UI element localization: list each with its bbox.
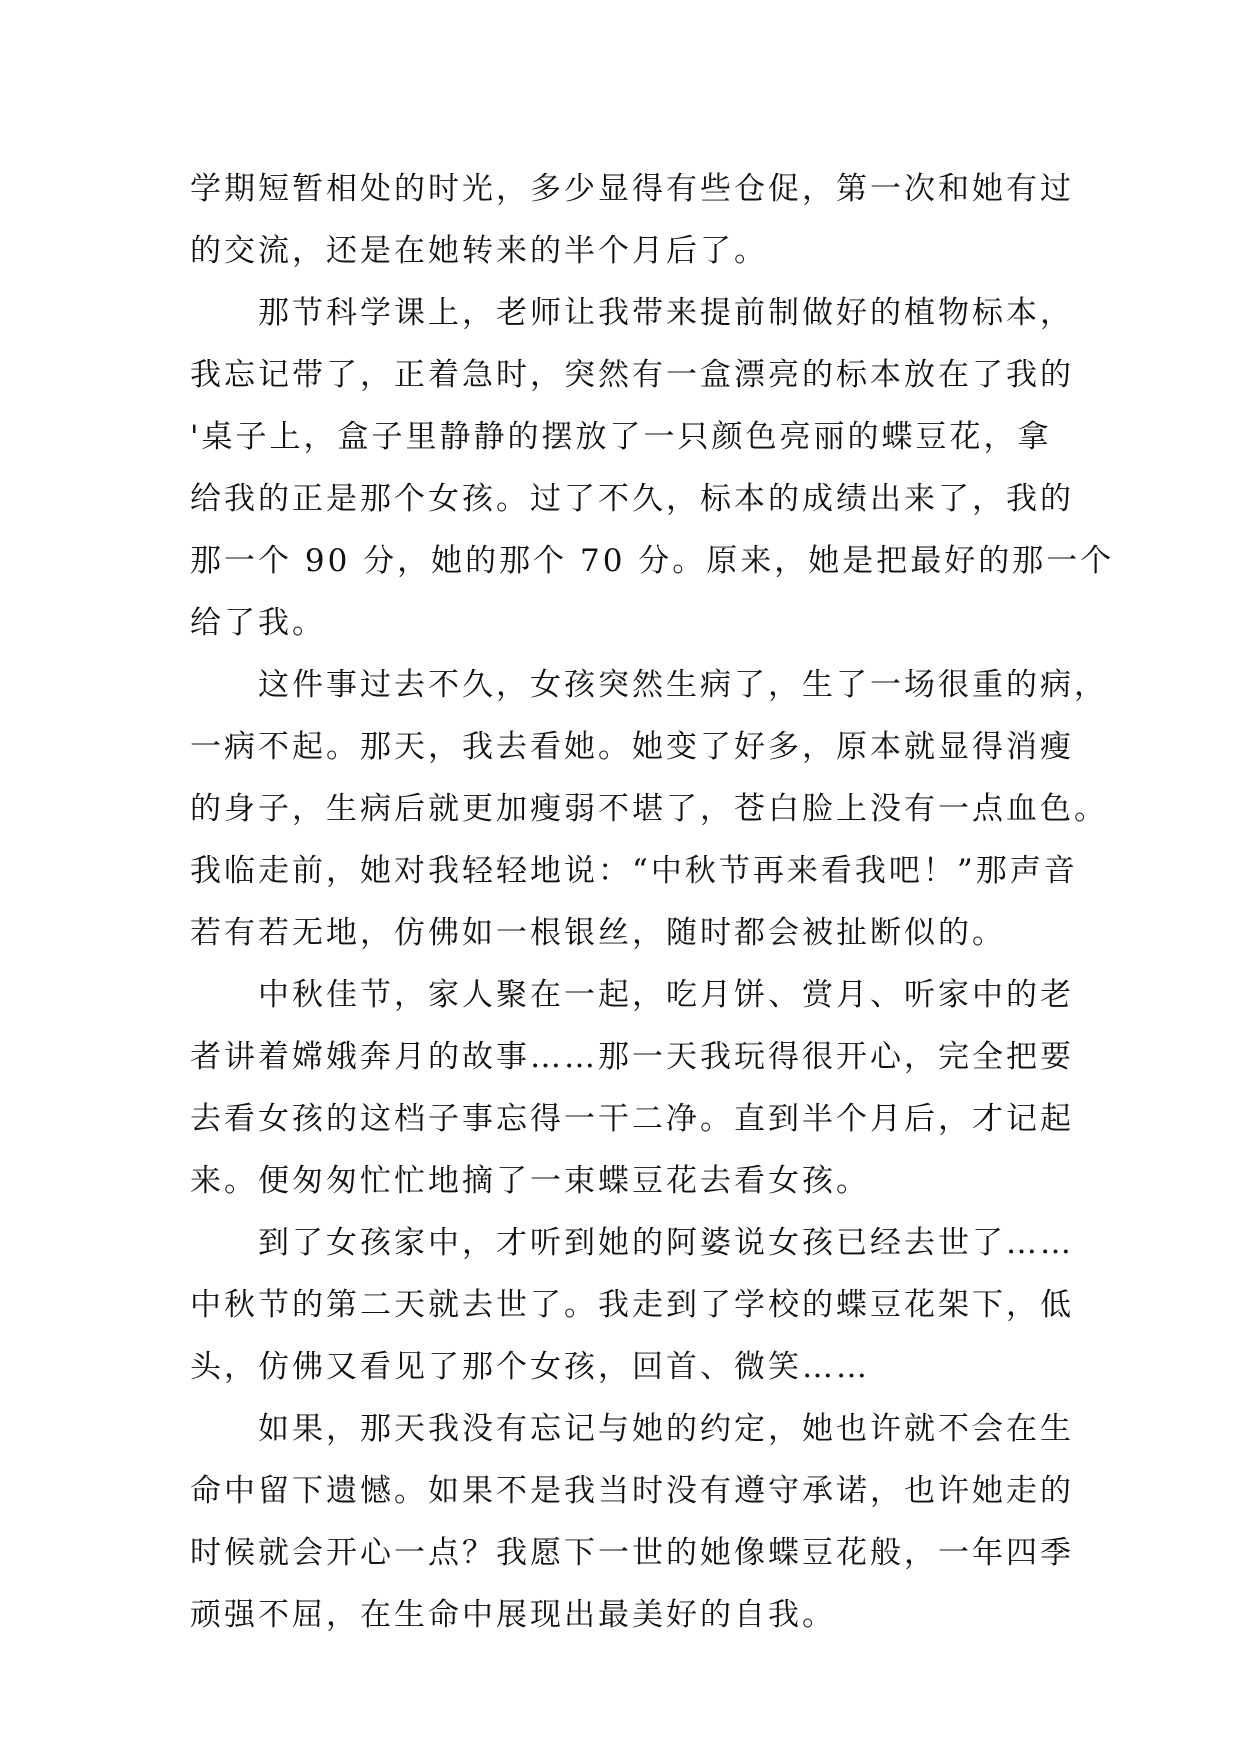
text-line: 若有若无地，仿佛如一根银丝，随时都会被扯断似的。 bbox=[190, 915, 1006, 951]
text-line: '桌子上，盒子里静静的摆放了一只颜色亮丽的蝶豆花，拿 bbox=[190, 419, 1052, 455]
paragraph-start-line: 到了女孩家中，才听到她的阿婆说女孩已经去世了…… bbox=[258, 1225, 1074, 1261]
text-line: 头，仿佛又看见了那个女孩，回首、微笑…… bbox=[190, 1349, 870, 1385]
text-line: 一病不起。那天，我去看她。她变了好多，原本就显得消瘦 bbox=[190, 729, 1074, 765]
text-line: 来。便匆匆忙忙地摘了一束蝶豆花去看女孩。 bbox=[190, 1163, 870, 1199]
text-line: 时候就会开心一点？我愿下一世的她像蝶豆花般，一年四季 bbox=[190, 1535, 1074, 1571]
paragraph-start-line: 那节科学课上，老师让我带来提前制做好的植物标本， bbox=[258, 295, 1074, 331]
text-line: 的身子，生病后就更加瘦弱不堪了，苍白脸上没有一点血色。 bbox=[190, 791, 1108, 827]
text-line: 给我的正是那个女孩。过了不久，标本的成绩出来了，我的 bbox=[190, 481, 1074, 517]
text-line: 那一个 90 分，她的那个 70 分。原来，她是把最好的那一个 bbox=[190, 543, 1115, 579]
text-line: 我忘记带了，正着急时，突然有一盒漂亮的标本放在了我的 bbox=[190, 357, 1074, 393]
text-line: 者讲着嫦娥奔月的故事……那一天我玩得很开心，完全把要 bbox=[190, 1039, 1074, 1075]
text-line: 去看女孩的这档子事忘得一干二净。直到半个月后，才记起 bbox=[190, 1101, 1074, 1137]
paragraph-start-line: 这件事过去不久，女孩突然生病了，生了一场很重的病， bbox=[258, 667, 1108, 703]
text-line: 给了我。 bbox=[190, 605, 326, 641]
text-line: 我临走前，她对我轻轻地说：“中秋节再来看我吧！”那声音 bbox=[190, 853, 1078, 889]
paragraph-start-line: 如果，那天我没有忘记与她的约定，她也许就不会在生 bbox=[258, 1411, 1074, 1447]
document-body bbox=[190, 158, 1115, 1646]
text-line: 顽强不屈，在生命中展现出最美好的自我。 bbox=[190, 1597, 836, 1633]
text-line: 中秋节的第二天就去世了。我走到了学校的蝶豆花架下，低 bbox=[190, 1287, 1074, 1323]
paragraph-start-line: 中秋佳节，家人聚在一起，吃月饼、赏月、听家中的老 bbox=[258, 977, 1074, 1013]
text-line: 命中留下遗憾。如果不是我当时没有遵守承诺，也许她走的 bbox=[190, 1473, 1074, 1509]
text-line: 学期短暂相处的时光，多少显得有些仓促，第一次和她有过 bbox=[190, 171, 1074, 207]
text-line: 的交流，还是在她转来的半个月后了。 bbox=[190, 233, 768, 269]
